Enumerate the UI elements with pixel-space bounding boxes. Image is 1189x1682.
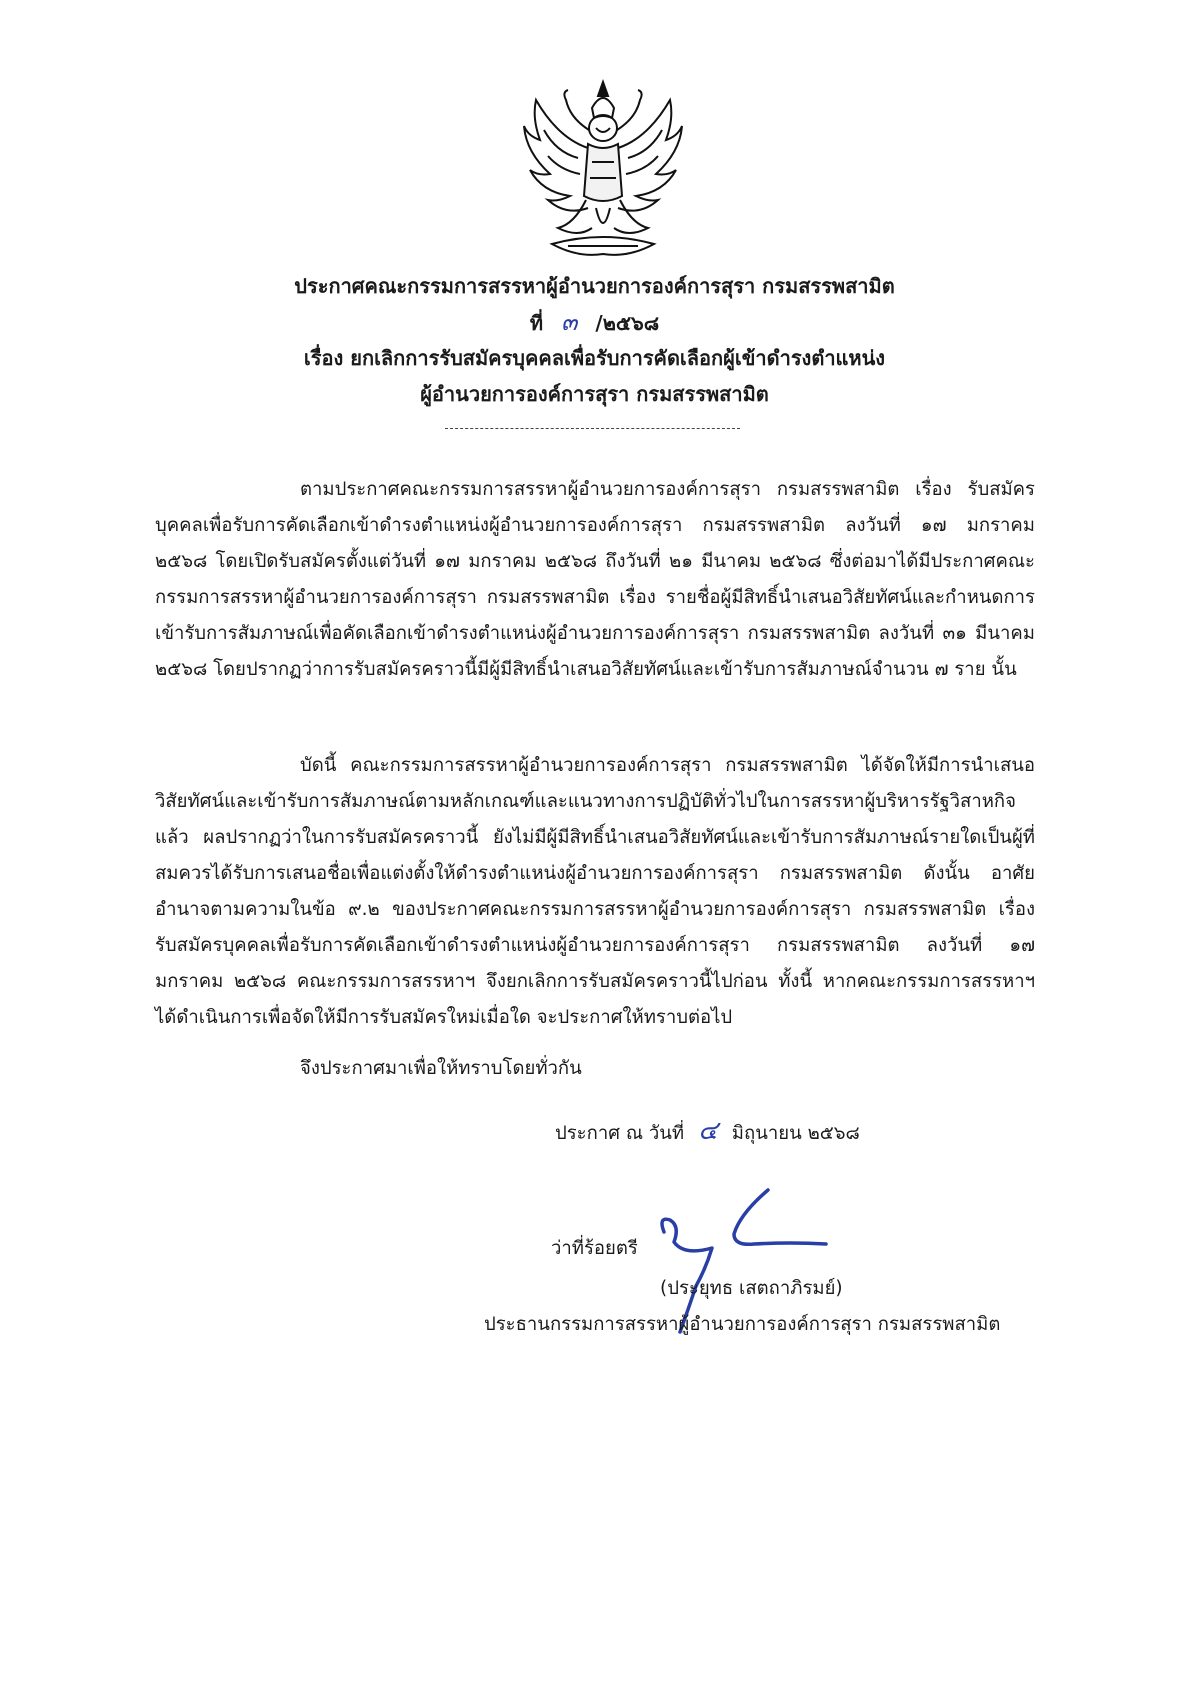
date-month-year: มิถุนายน ๒๕๖๘ [731, 1123, 860, 1144]
signer-rank: ว่าที่ร้อยตรี [551, 1238, 638, 1259]
signer-name: (ประยุทธ เสตถาภิรมย์) [660, 1278, 843, 1299]
garuda-emblem [518, 78, 688, 263]
date-prefix: ประกาศ ณ วันที่ [555, 1123, 685, 1144]
body-paragraph-2: บัดนี้ คณะกรรมการสรรหาผู้อำนวยการองค์การสุรา กรมสรรพสามิต ได้จัดให้มีการนำเสนอวิสัยทัศน์และเข้ารับการสัมภาษณ์ตามหลักเกณฑ์และแนวทางการปฏิบัติทั่วไปในการสรรหาผู้บริหารรัฐวิสาหกิจแล้ว ผลปรากฏว่าในการรับสมัครคราวนี้ ยังไม่มีผู้มีสิทธิ์นำเสนอวิสัยทัศน์และเข้ารับการสัมภาษณ์รายใดเป็นผู้ที่สมควรได้รับการเสนอชื่อเพื่อแต่งตั้งให้ดำรงตำแหน่งผู้อำนวยการองค์การสุรา กรมสรรพสามิต ดังนั้น อาศัยอำนาจตามความในข้อ ๙.๒ ของประกาศคณะกรรมการสรรหาผู้อำนวยการองค์การสุรา กรมสรรพสามิต เรื่อง รับสมัครบุคคลเพื่อรับการคัดเลือกเข้าดำรงตำแหน่งผู้อำนวยการองค์การสุรา กรมสรรพสามิต ลงวันที่ ๑๗ มกราคม ๒๕๖๘ คณะกรรมการสรรหาฯ จึงยกเลิกการรับสมัครคราวนี้ไปก่อน ทั้งนี้ หากคณะกรรมการสรรหาฯ ได้ดำเนินการเพื่อจัดให้มีการรับสมัครใหม่เมื่อใด จะประกาศให้ทราบต่อไป [155, 755, 1035, 1028]
number-suffix: /๒๕๖๘ [595, 311, 660, 335]
handwritten-number: ๓ [561, 308, 578, 336]
subject-line-1: เรื่อง ยกเลิกการรับสมัครบุคคลเพื่อรับการคัดเลือกผู้เข้าดำรงตำแหน่ง [303, 346, 886, 370]
handwritten-day: ๔ [698, 1116, 718, 1146]
header-divider [445, 428, 740, 429]
signer-position: ประธานกรรมการสรรหาผู้อำนวยการองค์การสุรา กรมสรรพสามิต [484, 1314, 1001, 1335]
subject-line-2: ผู้อำนวยการองค์การสุรา กรมสรรพสามิต [420, 382, 769, 406]
announcement-number [150, 304, 1039, 341]
announcement-date [555, 1110, 860, 1151]
closing-statement: จึงประกาศมาเพื่อให้ทราบโดยทั่วกัน [300, 1058, 582, 1079]
number-prefix: ที่ [529, 311, 544, 335]
announcement-title: ประกาศคณะกรรมการสรรหาผู้อำนวยการองค์การสุรา กรมสรรพสามิต [294, 274, 895, 298]
body-paragraph-1: ตามประกาศคณะกรรมการสรรหาผู้อำนวยการองค์การสุรา กรมสรรพสามิต เรื่อง รับสมัครบุคคลเพื่อรับการคัดเลือกเข้าดำรงตำแหน่งผู้อำนวยการองค์การสุรา กรมสรรพสามิต ลงวันที่ ๑๗ มกราคม ๒๕๖๘ โดยเปิดรับสมัครตั้งแต่วันที่ ๑๗ มกราคม ๒๕๖๘ ถึงวันที่ ๒๑ มีนาคม ๒๕๖๘ ซึ่งต่อมาได้มีประกาศคณะกรรมการสรรหาผู้อำนวยการองค์การสุรา กรมสรรพสามิต เรื่อง รายชื่อผู้มีสิทธิ์นำเสนอวิสัยทัศน์และกำหนดการเข้ารับการสัมภาษณ์เพื่อคัดเลือกเข้าดำรงตำแหน่งผู้อำนวยการองค์การสุรา กรมสรรพสามิต ลงวันที่ ๓๑ มีนาคม ๒๕๖๘ โดยปรากฏว่าการรับสมัครคราวนี้มีผู้มีสิทธิ์นำเสนอวิสัยทัศน์และเข้ารับการสัมภาษณ์จำนวน ๗ ราย นั้น [155, 479, 1035, 680]
